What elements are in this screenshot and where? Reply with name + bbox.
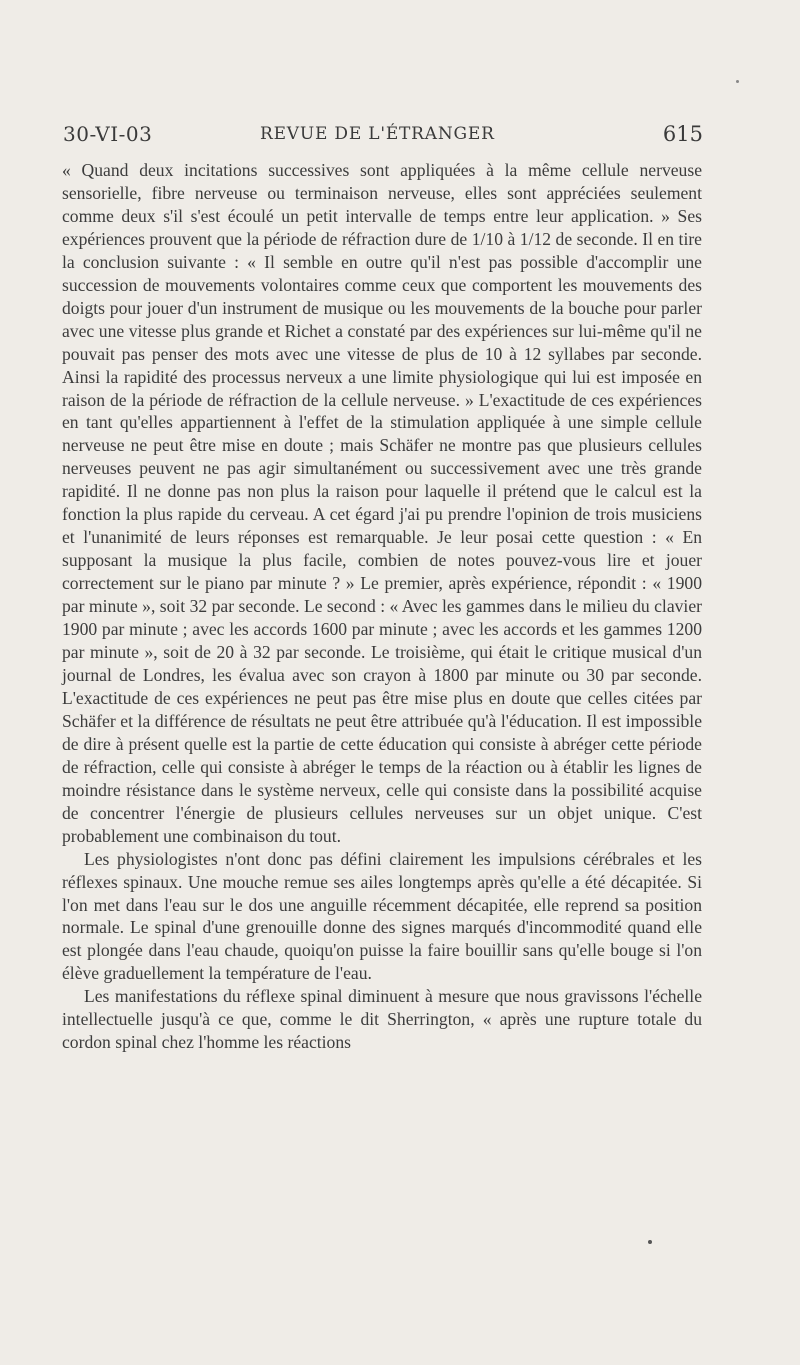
speck-mark [736,80,739,83]
running-header [63,118,703,148]
body-text [62,159,702,1054]
header-date: 30-VI-03 [63,122,153,146]
paragraph-3: Les manifestations du réflexe spinal diminuent à mesure que nous gravissons l'échelle intellectuelle jusqu'à ce que, comme le dit Sherrington, « après une rupture totale du cordon spinal chez l'homme les réactions [62,986,702,1053]
paragraph-2: Les physiologistes n'ont donc pas défini clairement les impulsions cérébrales et les réflexes spinaux. Une mouche remue ses ailes longtemps après qu'elle a été décapitée. Si l'on met dans l'eau sur le dos une anguille récemment décapitée, elle reprend sa position normale. Le spinal d'une grenouille donne des signes marqués d'incommodité quand elle est plongée dans l'eau chaude, quoiqu'on puisse la faire bouillir sans qu'elle bouge si l'on élève graduellement la température de l'eau. [62,848,702,984]
page-number: 615 [662,122,703,146]
paragraph-1: « Quand deux incitations successives sont appliquées à la même cellule nerveuse sensorielle, fibre nerveuse ou terminaison nerveuse, elles sont appréciées seulement comme deux s'il s'est écoulé un petit intervalle de temps entre leur application. » Ses expériences prouvent que la période de réfraction dure de 1/10 à 1/12 de seconde. Il en tire la conclusion suivante : « Il semble en outre qu'il n'est pas possible d'accomplir une succession de mouvements volontaires comme ceux que comportent les mouvements des doigts pour jouer d'un instrument de musique ou les mouvements de la bouche pour parler avec une vitesse plus grande et Richet a constaté par des expériences sur lui-même qu'il ne pouvait pas penser des mots avec une vitesse de plus de 10 à 12 syllabes par seconde. Ainsi la rapidité des processus nerveux a une limite physiologique qui lui est imposée en raison de la période de réfraction de la cellule nerveuse. » L'exactitude de ces expériences en tant qu'elles appartiennent à l'effet de la stimulation appliquée à une simple cellule nerveuse ne peut être mise en doute ; mais Schäfer ne montre pas que plusieurs cellules nerveuses peuvent ne pas agir simultanément ou successivement avec une très grande rapidité. Il ne donne pas non plus la raison pour laquelle il prétend que le calcul est la fonction la plus rapide du cerveau. A cet égard j'ai pu prendre l'opinion de trois musiciens et l'unanimité de leurs réponses est remarquable. Je leur posai cette question : « En supposant la musique la plus facile, combien de notes pouvez-vous lire et jouer correctement sur le piano par minute ? » Le premier, après expérience, répondit : « 1900 par minute », soit 32 par seconde. Le second : « Avec les gammes dans le milieu du clavier 1900 par minute ; avec les accords 1600 par minute ; avec les accords et les gammes 1200 par minute », soit de 20 à 32 par seconde. Le troisième, qui était le critique musical d'un journal de Londres, les évalua avec son crayon à 1800 par minute ou 30 par seconde. L'exactitude de ces expériences ne peut pas être mise plus en doute que celles citées par Schäfer et la différence de résultats ne peut être attribuée qu'à l'éducation. Il est impossible de dire à présent quelle est la partie de cette éducation qui consiste à abréger cette période de réfraction, celle qui consiste à abréger le temps de la réaction ou à établir les lignes de moindre résistance dans le système nerveux, celle qui consiste dans la possibilité acquise de concentrer l'énergie de plusieurs cellules nerveuses sur un objet unique. C'est probablement une combinaison du tout. [62,160,702,846]
header-journal-title: REVUE DE L'ÉTRANGER [260,124,495,144]
speck-mark [648,1240,652,1244]
